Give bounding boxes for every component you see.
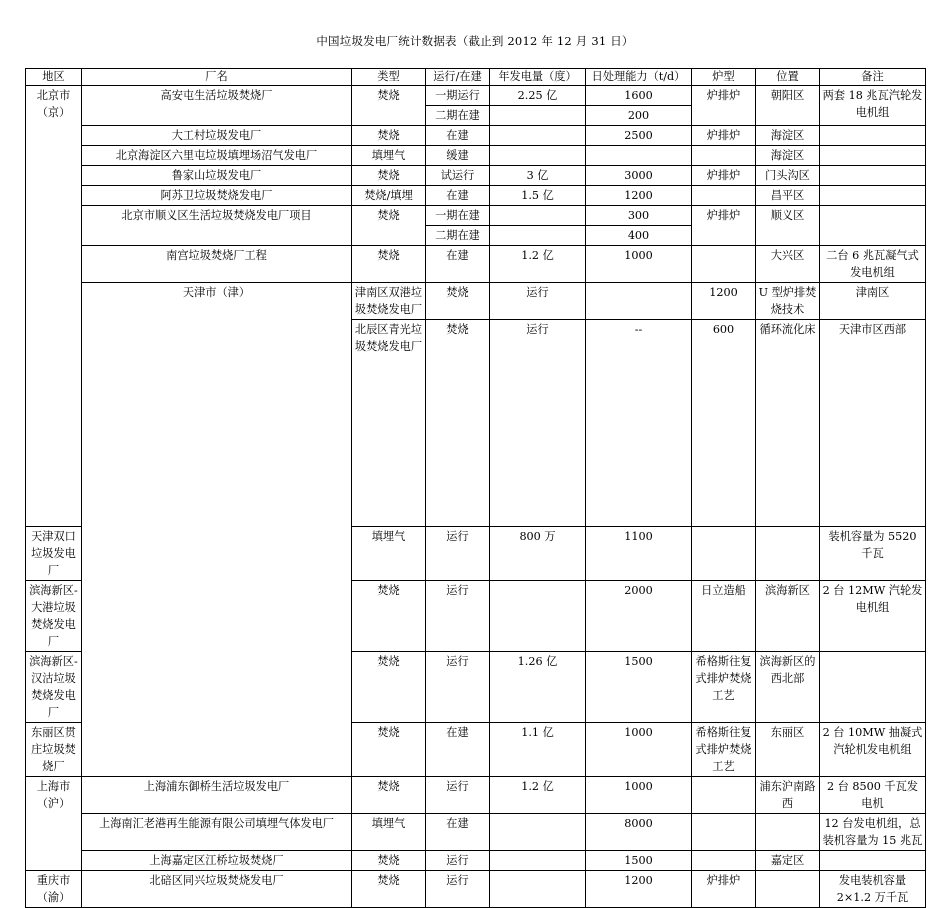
plant-name: 滨海新区-汉沽垃圾焚烧发电厂 — [26, 652, 82, 723]
plant-name: 北辰区青光垃圾焚烧发电厂 — [352, 320, 426, 527]
plant-location: 滨海新区 — [756, 581, 820, 652]
plant-status: 在建 — [426, 246, 490, 283]
table-row — [26, 246, 926, 283]
plant-status: 缓建 — [426, 146, 490, 166]
header-type: 类型 — [352, 69, 426, 86]
plant-type: 焚烧 — [426, 320, 490, 527]
plant-furnace — [692, 527, 756, 581]
plant-power — [490, 851, 586, 871]
plant-location — [756, 527, 820, 581]
plant-note: 12 台发电机组，总装机容量为 15 兆瓦 — [820, 814, 926, 851]
plant-location: 海淀区 — [756, 126, 820, 146]
plant-status: 一期运行 — [426, 86, 490, 106]
plant-furnace: 炉排炉 — [692, 206, 756, 246]
plant-note — [820, 186, 926, 206]
table-row — [26, 86, 926, 106]
plant-type: 焚烧 — [352, 777, 426, 814]
plant-note — [820, 851, 926, 871]
plant-note: 装机容量为 5520 千瓦 — [820, 527, 926, 581]
plant-status: 运行 — [426, 652, 490, 723]
plant-note — [820, 126, 926, 146]
plant-capacity — [586, 146, 692, 166]
plant-power: 1.2 亿 — [490, 777, 586, 814]
plant-status: 一期在建 — [426, 206, 490, 226]
plant-type: 焚烧 — [352, 246, 426, 283]
header-row — [26, 69, 926, 86]
plant-name: 上海南汇老港再生能源有限公司填埋气体发电厂 — [82, 814, 352, 851]
plant-location: 津南区 — [820, 283, 926, 320]
table-row — [26, 871, 926, 908]
plant-power — [490, 581, 586, 652]
plant-name: 南宫垃圾焚烧厂工程 — [82, 246, 352, 283]
plant-note: 二台 6 兆瓦凝气式发电机组 — [820, 246, 926, 283]
table-row — [26, 814, 926, 851]
plant-location: 昌平区 — [756, 186, 820, 206]
plant-capacity: 1000 — [586, 777, 692, 814]
plant-status: 运行 — [426, 581, 490, 652]
plant-status: 在建 — [426, 126, 490, 146]
plant-power — [490, 146, 586, 166]
plant-status: 运行 — [490, 320, 586, 527]
table-row — [26, 146, 926, 166]
plant-capacity: 1500 — [586, 851, 692, 871]
plant-power: 2.25 亿 — [490, 86, 586, 106]
plant-location: 朝阳区 — [756, 86, 820, 126]
plant-name: 北京海淀区六里屯垃圾填埋场沼气发电厂 — [82, 146, 352, 166]
plant-type: 焚烧 — [352, 871, 426, 908]
plant-furnace: 炉排炉 — [692, 126, 756, 146]
page-title: 中国垃圾发电厂统计数据表（截止到 2012 年 12 月 31 日） — [316, 34, 634, 48]
plant-name: 北碚区同兴垃圾焚烧发电厂 — [82, 871, 352, 908]
table-row — [26, 186, 926, 206]
plant-status: 二期在建 — [426, 106, 490, 126]
plant-furnace: 炉排炉 — [692, 871, 756, 908]
plant-location: 顺义区 — [756, 206, 820, 246]
plant-location: 门头沟区 — [756, 166, 820, 186]
plant-type: 填埋气 — [352, 146, 426, 166]
plant-type: 焚烧 — [352, 723, 426, 777]
plant-note: 2 台 10MW 抽凝式汽轮机发电机组 — [820, 723, 926, 777]
plant-status: 在建 — [426, 723, 490, 777]
plant-type: 焚烧 — [352, 652, 426, 723]
plant-power: 1.1 亿 — [490, 723, 586, 777]
plant-power — [490, 126, 586, 146]
plant-furnace — [692, 146, 756, 166]
plant-location — [756, 871, 820, 908]
table-row — [26, 777, 926, 814]
header-furnace: 炉型 — [692, 69, 756, 86]
header-name: 厂名 — [82, 69, 352, 86]
plant-status: 运行 — [426, 871, 490, 908]
plant-note: 两套 18 兆瓦汽轮发电机组 — [820, 86, 926, 126]
plant-capacity: 2000 — [586, 581, 692, 652]
plant-note — [820, 146, 926, 166]
plant-capacity: 600 — [692, 320, 756, 527]
header-power: 年发电量（度） — [490, 69, 586, 86]
plant-name: 东丽区贯庄垃圾焚烧厂 — [26, 723, 82, 777]
plant-capacity: 2500 — [586, 126, 692, 146]
plant-capacity: 400 — [586, 226, 692, 246]
plant-capacity: 300 — [586, 206, 692, 226]
plant-type: 焚烧 — [352, 851, 426, 871]
plant-furnace — [692, 186, 756, 206]
plant-furnace — [692, 246, 756, 283]
plant-type: 焚烧 — [352, 206, 426, 246]
plant-status: 在建 — [426, 186, 490, 206]
plant-furnace: 希格斯往复式排炉焚烧工艺 — [692, 652, 756, 723]
plant-location: 浦东沪南路西 — [756, 777, 820, 814]
plant-status: 运行 — [426, 777, 490, 814]
plant-note: 发电装机容量 2×1.2 万千瓦 — [820, 871, 926, 908]
plant-capacity: 200 — [586, 106, 692, 126]
plant-location: 东丽区 — [756, 723, 820, 777]
plant-capacity: 1100 — [586, 527, 692, 581]
plant-capacity: 1500 — [586, 652, 692, 723]
plant-furnace: 日立造船 — [692, 581, 756, 652]
plant-furnace — [692, 777, 756, 814]
plant-power — [490, 226, 586, 246]
header-note: 备注 — [820, 69, 926, 86]
plant-name: 大工村垃圾发电厂 — [82, 126, 352, 146]
plant-furnace: 循环流化床 — [756, 320, 820, 527]
plant-capacity: 1200 — [586, 186, 692, 206]
plant-note: 2 台 8500 千瓦发电机 — [820, 777, 926, 814]
plant-type: 填埋气 — [352, 814, 426, 851]
plant-note — [820, 166, 926, 186]
plant-capacity: 1000 — [586, 246, 692, 283]
plant-type: 焚烧/填埋 — [352, 186, 426, 206]
plant-power: 1.5 亿 — [490, 186, 586, 206]
header-region: 地区 — [26, 69, 82, 86]
plant-capacity: 1000 — [586, 723, 692, 777]
table-row — [26, 166, 926, 186]
plant-note — [820, 652, 926, 723]
plant-name: 阿苏卫垃圾焚烧发电厂 — [82, 186, 352, 206]
plant-status: 运行 — [426, 851, 490, 871]
header-status: 运行/在建 — [426, 69, 490, 86]
plant-capacity: 1200 — [586, 871, 692, 908]
region-cell: 上海市（沪） — [26, 777, 82, 871]
plant-furnace: U 型炉排焚烧技术 — [756, 283, 820, 320]
plant-name: 津南区双港垃圾焚烧发电厂 — [352, 283, 426, 320]
plant-status: 运行 — [490, 283, 586, 320]
plant-status: 试运行 — [426, 166, 490, 186]
plant-type: 填埋气 — [352, 527, 426, 581]
plant-power: -- — [586, 320, 692, 527]
plant-power: 800 万 — [490, 527, 586, 581]
table-row — [26, 283, 926, 320]
plant-status: 运行 — [426, 527, 490, 581]
table-row — [26, 126, 926, 146]
plant-type: 焚烧 — [352, 581, 426, 652]
plant-location: 嘉定区 — [756, 851, 820, 871]
table-row — [26, 851, 926, 871]
plant-power: 1.2 亿 — [490, 246, 586, 283]
plant-note: 2 台 12MW 汽轮发电机组 — [820, 581, 926, 652]
plant-power — [490, 871, 586, 908]
plant-name: 鲁家山垃圾发电厂 — [82, 166, 352, 186]
plant-capacity: 3000 — [586, 166, 692, 186]
plant-name: 滨海新区-大港垃圾焚烧发电厂 — [26, 581, 82, 652]
plant-location: 天津市区西部 — [820, 320, 926, 527]
plant-furnace — [692, 814, 756, 851]
plant-name: 高安屯生活垃圾焚烧厂 — [82, 86, 352, 126]
plant-note — [820, 206, 926, 246]
plant-location: 大兴区 — [756, 246, 820, 283]
plant-power: 3 亿 — [490, 166, 586, 186]
table-row — [26, 206, 926, 226]
region-cell: 天津市（津） — [82, 283, 352, 777]
plant-capacity: 1200 — [692, 283, 756, 320]
plant-location: 海淀区 — [756, 146, 820, 166]
plant-capacity: 1600 — [586, 86, 692, 106]
plant-power: 1.26 亿 — [490, 652, 586, 723]
plant-name: 天津双口垃圾发电厂 — [26, 527, 82, 581]
plant-power — [586, 283, 692, 320]
plant-name: 上海浦东御桥生活垃圾发电厂 — [82, 777, 352, 814]
plant-capacity: 8000 — [586, 814, 692, 851]
plant-type: 焚烧 — [352, 166, 426, 186]
plant-furnace: 炉排炉 — [692, 86, 756, 126]
plant-power — [490, 814, 586, 851]
plant-status: 在建 — [426, 814, 490, 851]
plant-location: 滨海新区的西北部 — [756, 652, 820, 723]
plant-power — [490, 106, 586, 126]
plant-type: 焚烧 — [426, 283, 490, 320]
plant-furnace — [692, 851, 756, 871]
plant-furnace: 炉排炉 — [692, 166, 756, 186]
plant-name: 上海嘉定区江桥垃圾焚烧厂 — [82, 851, 352, 871]
region-cell: 北京市（京） — [26, 86, 82, 527]
header-capacity: 日处理能力（t/d） — [586, 69, 692, 86]
plant-type: 焚烧 — [352, 86, 426, 126]
plant-location — [756, 814, 820, 851]
power-plant-table — [25, 68, 926, 908]
plant-type: 焚烧 — [352, 126, 426, 146]
plant-furnace: 希格斯往复式排炉焚烧工艺 — [692, 723, 756, 777]
region-cell: 重庆市（渝） — [26, 871, 82, 908]
header-location: 位置 — [756, 69, 820, 86]
plant-name: 北京市顺义区生活垃圾焚烧发电厂项目 — [82, 206, 352, 246]
plant-power — [490, 206, 586, 226]
plant-status: 二期在建 — [426, 226, 490, 246]
